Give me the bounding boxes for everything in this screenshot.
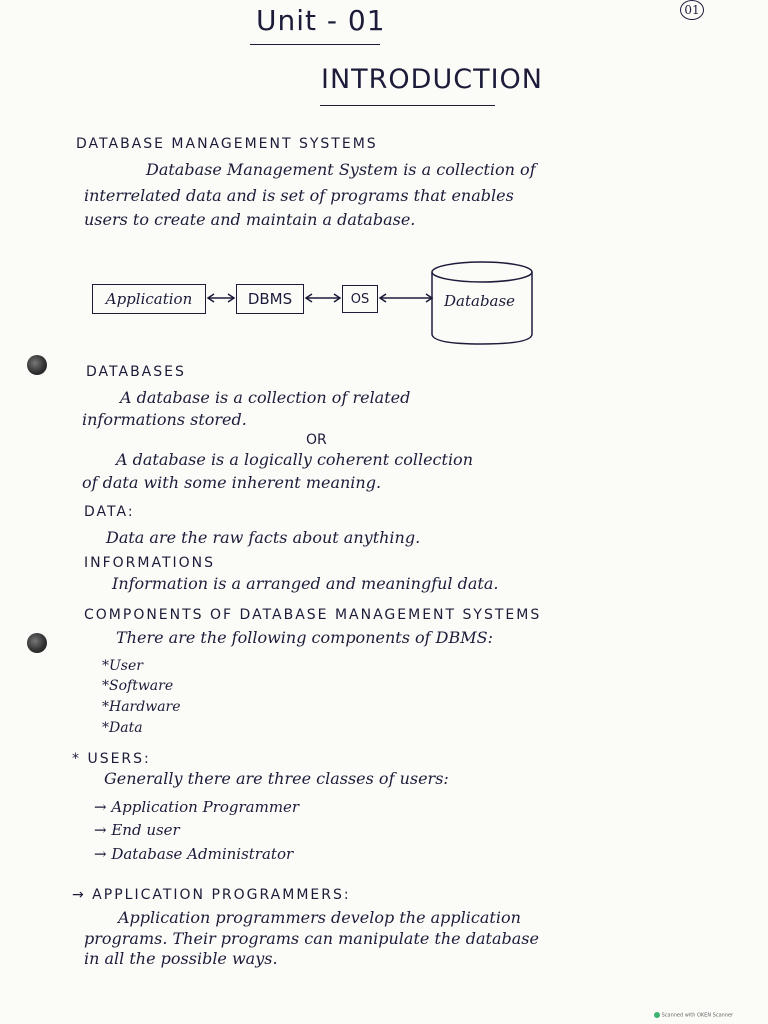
database-line-4: of data with some inherent meaning. bbox=[82, 473, 382, 492]
information-heading: INFORMATIONS bbox=[84, 555, 216, 571]
data-heading: DATA: bbox=[84, 504, 135, 520]
diagram-box-os: OS bbox=[342, 285, 378, 313]
database-line-2: informations stored. bbox=[82, 410, 247, 429]
database-line-3: A database is a logically coherent collection bbox=[116, 450, 473, 469]
component-item-user: *User bbox=[102, 658, 143, 674]
chapter-title: INTRODUCTION bbox=[321, 64, 543, 95]
dbms-line-1: Database Management System is a collection of bbox=[146, 160, 536, 179]
database-or: OR bbox=[306, 432, 327, 448]
diagram-database-label: Database bbox=[444, 292, 516, 310]
binder-hole-bottom bbox=[27, 633, 47, 653]
app-programmers-line-1: Application programmers develop the application bbox=[118, 908, 521, 927]
component-item-software: *Software bbox=[102, 678, 174, 694]
diagram-box-application: Application bbox=[92, 284, 206, 314]
page-number: 01 bbox=[680, 0, 704, 20]
scanner-stamp-text: Scanned with OKEN Scanner bbox=[661, 1012, 734, 1019]
users-intro: Generally there are three classes of users: bbox=[104, 769, 449, 788]
data-line: Data are the raw facts about anything. bbox=[106, 528, 421, 547]
app-programmers-heading: → APPLICATION PROGRAMMERS: bbox=[72, 887, 351, 903]
users-item-database-administrator: → Database Administrator bbox=[94, 845, 294, 863]
users-heading: * USERS: bbox=[72, 751, 151, 767]
users-item-end-user: → End user bbox=[94, 821, 180, 839]
binder-hole-top bbox=[27, 355, 47, 375]
diagram-box-dbms: DBMS bbox=[236, 284, 304, 314]
database-heading: DATABASES bbox=[86, 364, 186, 380]
components-heading: COMPONENTS OF DATABASE MANAGEMENT SYSTEMS bbox=[84, 607, 542, 623]
app-programmers-line-3: in all the possible ways. bbox=[84, 949, 278, 968]
dbms-heading: DATABASE MANAGEMENT SYSTEMS bbox=[76, 136, 378, 152]
scanner-stamp bbox=[654, 1012, 733, 1019]
users-item-application-programmer: → Application Programmer bbox=[94, 798, 300, 816]
diagram-arrows bbox=[0, 0, 768, 400]
information-line: Information is a arranged and meaningful data. bbox=[112, 574, 499, 593]
dbms-line-2: interrelated data and is set of programs that enables bbox=[84, 186, 514, 205]
component-item-hardware: *Hardware bbox=[102, 699, 181, 715]
dbms-line-3: users to create and maintain a database. bbox=[84, 210, 416, 229]
database-line-1: A database is a collection of related bbox=[120, 388, 411, 407]
unit-title: Unit - 01 bbox=[256, 4, 386, 37]
app-programmers-line-2: programs. Their programs can manipulate the database bbox=[84, 929, 539, 948]
component-item-data: *Data bbox=[102, 720, 143, 736]
components-intro: There are the following components of DBMS: bbox=[116, 628, 493, 647]
database-cylinder-top bbox=[432, 262, 532, 282]
scanner-logo-icon bbox=[654, 1012, 660, 1018]
